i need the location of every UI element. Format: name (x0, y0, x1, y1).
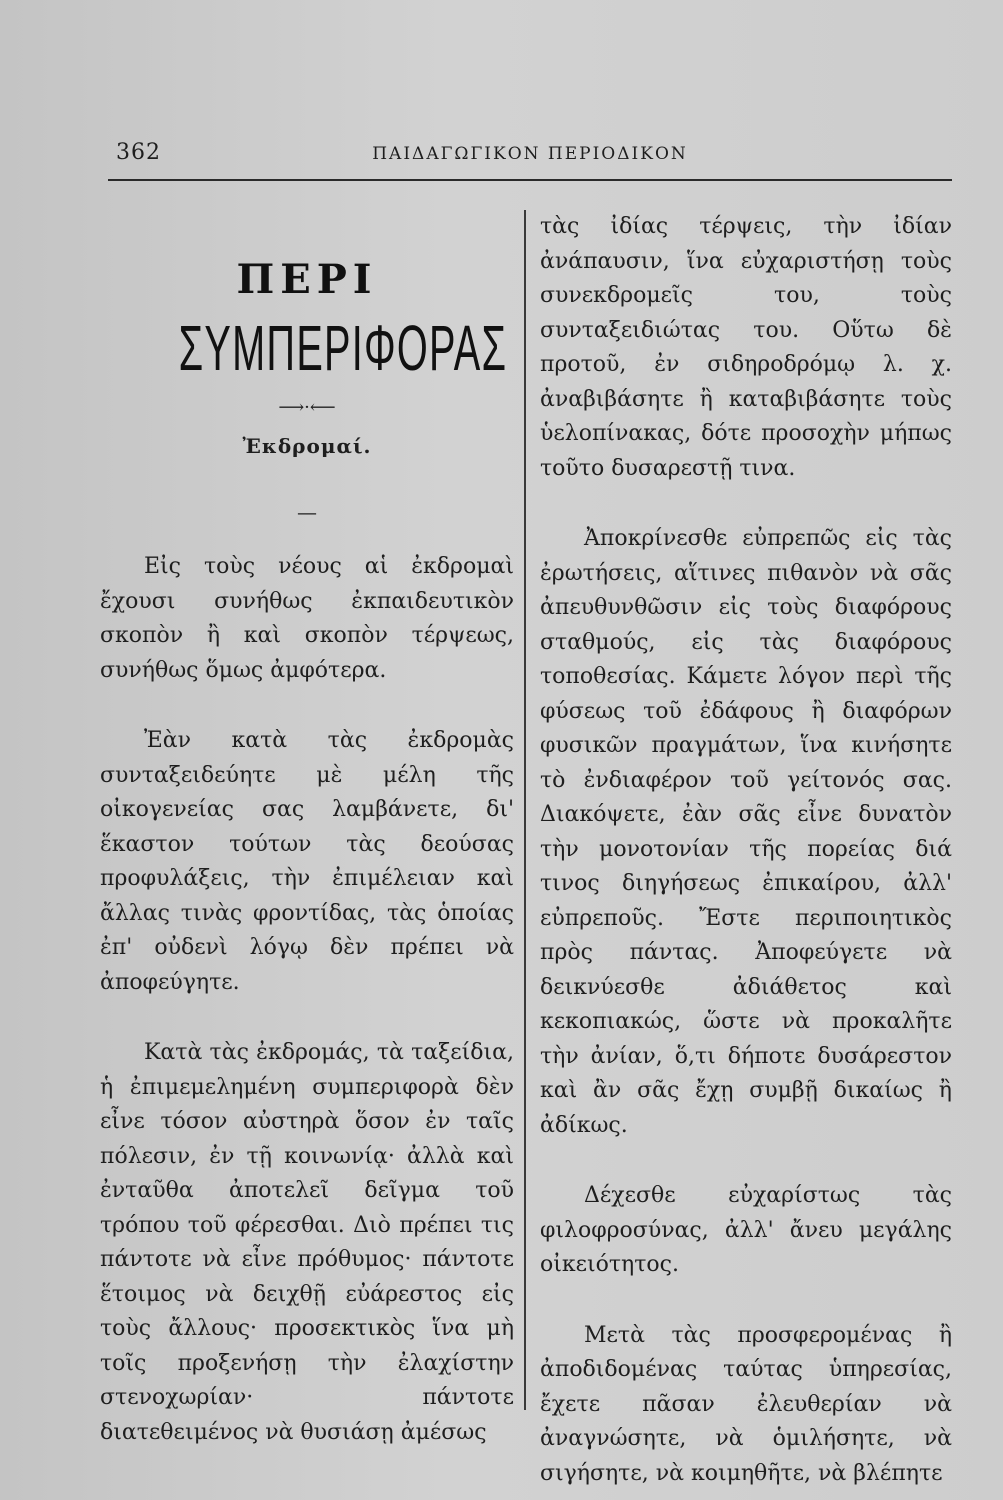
article-title-main: ΣΥΜΠΕΡΙΦΟΡΑΣ (178, 312, 508, 384)
paragraph: Δέχεσθε εὐχαρίστως τὰς φιλοφροσύνας, ἀλλ' ἄνευ μεγάλης οἰκειότητος. (540, 1183, 952, 1277)
right-column (540, 210, 952, 1491)
paragraph: Εἰς τοὺς νέους αἱ ἐκδρομαὶ ἔχουσι συνήθως ἐκπαιδευτικὸν σκοπὸν ἢ καὶ σκοπὸν τέρψεως, συνήθως ὅμως ἀμφότερα. (100, 554, 514, 683)
paragraph: Κατὰ τὰς ἐκδρομάς, τὰ ταξείδια, ἡ ἐπιμεμελημένη συμπεριφορὰ δὲν εἶνε τόσον αὐστηρὰ ὅσον ἐν ταῖς πόλεσιν, ἐν τῇ κοινωνίᾳ· ἀλλὰ καὶ ἐνταῦθα ἀποτελεῖ δεῖγμα τοῦ τρόπου τοῦ φέρεσθαι. Διὸ πρέπει τις πάντοτε νὰ εἶνε πρόθυμος· πάντοτε ἕτοιμος νὰ δειχθῇ εὐάρεστος εἰς τοὺς ἄλλους· προσεκτικὸς ἵνα μὴ τοῖς προξενήσῃ τὴν ἐλαχίστην στενοχωρίαν· πάντοτε διατεθειμένος νὰ θυσιάσῃ ἀμέσως (100, 1040, 514, 1445)
running-title: ΠΑΙΔΑΓΩΓΙΚΟΝ ΠΕΡΙΟΔΙΚΟΝ (372, 144, 688, 164)
ornament: ⟶·⟵ (278, 397, 336, 418)
page-number: 362 (116, 140, 161, 165)
article-subtitle: Ἐκδρομαί. (242, 434, 372, 458)
section-dash: — (297, 500, 317, 524)
left-column (100, 210, 514, 1450)
paragraph: Μετὰ τὰς προσφερομένας ἢ ἀποδιδομένας ταύτας ὑπηρεσίας, ἔχετε πᾶσαν ἐλευθερίαν νὰ ἀναγνώσητε, νὰ ὁμιλήσητε, νὰ σιγήσητε, νὰ κοιμηθῆτε, νὰ βλέπητε (540, 1322, 952, 1486)
article-title-top: ΠΕΡΙ (236, 256, 378, 303)
header-rule (108, 179, 952, 181)
paragraph: Ἀποκρίνεσθε εὐπρεπῶς εἰς τὰς ἐρωτήσεις, αἵτινες πιθανὸν νὰ σᾶς ἀπευθυνθῶσιν εἰς τοὺς διαφόρους σταθμούς, εἰς τὰς διαφόρους τοποθεσίας. Κάμετε λόγον περὶ τῆς φύσεως τοῦ ἐδάφους ἢ διαφόρων φυσικῶν πραγμάτων, ἵνα κινήσητε τὸ ἐνδιαφέρον τοῦ γείτονός σας. Διακόψετε, ἐὰν σᾶς εἶνε δυνατὸν τὴν μονοτονίαν τῆς πορείας διά τινος διηγήσεως ἐπικαίρου, ἀλλ' εὐπρεποῦς. Ἔστε περιποιητικὸς πρὸς πάντας. Ἀποφεύγετε νὰ δεικνύεσθε ἀδιάθετος καὶ κεκοπιακώς, ὥστε νὰ προκαλῆτε τὴν ἀνίαν, ὅ,τι δήποτε δυσάρεστον καὶ ἂν σᾶς ἔχῃ συμβῇ δικαίως ἢ ἀδίκως. (540, 526, 952, 1138)
paragraph: τὰς ἰδίας τέρψεις, τὴν ἰδίαν ἀνάπαυσιν, ἵνα εὐχαριστήσῃ τοὺς συνεκδρομεῖς του, τοὺς συνταξειδιώτας του. Οὕτω δὲ προτοῦ, ἐν σιδηροδρόμῳ λ. χ. ἀναβιβάσητε ἢ καταβιβάσητε τοὺς ὑελοπίνακας, δότε προσοχὴν μήπως τοῦτο δυσαρεστῇ τινα. (540, 214, 952, 481)
paragraph: Ἐὰν κατὰ τὰς ἐκδρομὰς συνταξειδεύητε μὲ μέλη τῆς οἰκογενείας σας λαμβάνετε, δι' ἕκαστον τούτων τὰς δεούσας προφυλάξεις, τὴν ἐπιμέλειαν καὶ ἄλλας τινὰς φροντίδας, τὰς ὁποίας ἐπ' οὐδενὶ λόγῳ δὲν πρέπει νὰ ἀποφεύγητε. (100, 728, 514, 995)
page-header (110, 140, 950, 174)
column-divider (524, 210, 526, 1410)
